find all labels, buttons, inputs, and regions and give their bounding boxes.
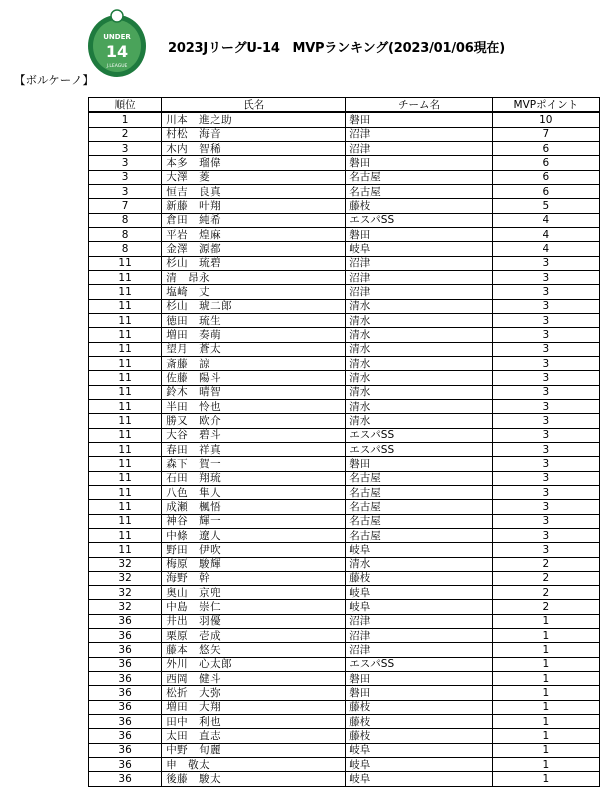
- cell-team: 清水: [346, 385, 492, 399]
- cell-rank: 11: [89, 285, 162, 299]
- cell-rank: 11: [89, 399, 162, 413]
- cell-player-name: 神谷 輝一: [162, 514, 346, 528]
- cell-player-name: 増田 奏萌: [162, 328, 346, 342]
- cell-rank: 36: [89, 715, 162, 729]
- logo-top-text: UNDER: [103, 33, 131, 41]
- cell-points: 3: [492, 371, 599, 385]
- cell-points: 4: [492, 213, 599, 227]
- cell-team: 沼津: [346, 141, 492, 155]
- table-row: [89, 571, 600, 585]
- cell-rank: 36: [89, 614, 162, 628]
- table-row: [89, 528, 600, 542]
- cell-team: 岐阜: [346, 772, 492, 786]
- cell-player-name: 外川 心太郎: [162, 657, 346, 671]
- cell-team: 清水: [346, 557, 492, 571]
- cell-rank: 32: [89, 557, 162, 571]
- page-title: 2023JリーグU-14 MVPランキング(2023/01/06現在): [168, 41, 505, 56]
- cell-team: 岐阜: [346, 543, 492, 557]
- cell-team: 沼津: [346, 270, 492, 284]
- cell-points: 5: [492, 199, 599, 213]
- cell-player-name: 藤本 悠矢: [162, 643, 346, 657]
- table-row: [89, 399, 600, 413]
- cell-team: 沼津: [346, 643, 492, 657]
- mvp-ranking-table: [88, 97, 600, 787]
- cell-player-name: 中條 遼人: [162, 528, 346, 542]
- cell-points: 3: [492, 500, 599, 514]
- cell-rank: 11: [89, 299, 162, 313]
- cell-rank: 3: [89, 141, 162, 155]
- cell-rank: 11: [89, 356, 162, 370]
- table-row: [89, 457, 600, 471]
- cell-team: 藤枝: [346, 571, 492, 585]
- cell-points: 3: [492, 514, 599, 528]
- cell-team: 清水: [346, 414, 492, 428]
- cell-team: 藤枝: [346, 715, 492, 729]
- cell-player-name: 中野 旬麗: [162, 743, 346, 757]
- cell-player-name: 川本 進之助: [162, 112, 346, 127]
- cell-rank: 11: [89, 371, 162, 385]
- cell-team: 岐阜: [346, 586, 492, 600]
- cell-rank: 11: [89, 514, 162, 528]
- cell-team: 名古屋: [346, 514, 492, 528]
- cell-points: 6: [492, 141, 599, 155]
- cell-player-name: 野田 伊吹: [162, 543, 346, 557]
- cell-player-name: 平岩 煌麻: [162, 227, 346, 241]
- cell-team: 名古屋: [346, 471, 492, 485]
- table-row: [89, 414, 600, 428]
- cell-player-name: 海野 幹: [162, 571, 346, 585]
- under-14-logo: [86, 8, 148, 78]
- cell-rank: 32: [89, 571, 162, 585]
- cell-points: 7: [492, 127, 599, 141]
- cell-points: 2: [492, 557, 599, 571]
- cell-player-name: 井出 羽優: [162, 614, 346, 628]
- cell-points: 3: [492, 543, 599, 557]
- cell-rank: 36: [89, 643, 162, 657]
- table-row: [89, 500, 600, 514]
- cell-rank: 3: [89, 170, 162, 184]
- cell-points: 1: [492, 643, 599, 657]
- cell-points: 2: [492, 586, 599, 600]
- cell-rank: 1: [89, 112, 162, 127]
- table-row: [89, 485, 600, 499]
- cell-rank: 3: [89, 184, 162, 198]
- cell-points: 3: [492, 485, 599, 499]
- cell-rank: 8: [89, 242, 162, 256]
- cell-player-name: 半田 怜也: [162, 399, 346, 413]
- cell-rank: 11: [89, 342, 162, 356]
- cell-rank: 11: [89, 500, 162, 514]
- table-row: [89, 227, 600, 241]
- cell-team: 藤枝: [346, 199, 492, 213]
- table-row: [89, 586, 600, 600]
- cell-team: 清水: [346, 328, 492, 342]
- cell-rank: 32: [89, 586, 162, 600]
- cell-team: 沼津: [346, 285, 492, 299]
- logo-ball-icon: [111, 10, 123, 22]
- cell-points: 1: [492, 758, 599, 772]
- cell-points: 1: [492, 772, 599, 786]
- cell-player-name: 斎藤 諒: [162, 356, 346, 370]
- cell-rank: 11: [89, 528, 162, 542]
- table-row: [89, 199, 600, 213]
- cell-player-name: 佐藤 陽斗: [162, 371, 346, 385]
- cell-player-name: 金澤 源都: [162, 242, 346, 256]
- cell-team: 沼津: [346, 256, 492, 270]
- table-row: [89, 629, 600, 643]
- header-rank: 順位: [89, 98, 162, 113]
- cell-team: 沼津: [346, 127, 492, 141]
- cell-rank: 8: [89, 213, 162, 227]
- cell-rank: 36: [89, 700, 162, 714]
- table-row: [89, 256, 600, 270]
- cell-rank: 36: [89, 657, 162, 671]
- cell-points: 3: [492, 471, 599, 485]
- cell-points: 3: [492, 414, 599, 428]
- table-row: [89, 772, 600, 786]
- cell-player-name: 成瀬 楓悟: [162, 500, 346, 514]
- cell-points: 6: [492, 170, 599, 184]
- cell-player-name: 鈴木 晴智: [162, 385, 346, 399]
- cell-player-name: 大澤 菱: [162, 170, 346, 184]
- cell-rank: 7: [89, 199, 162, 213]
- cell-points: 4: [492, 227, 599, 241]
- table-row: [89, 342, 600, 356]
- cell-points: 3: [492, 285, 599, 299]
- cell-player-name: 徳田 琉生: [162, 313, 346, 327]
- cell-team: 磐田: [346, 686, 492, 700]
- cell-points: 1: [492, 657, 599, 671]
- table-row: [89, 313, 600, 327]
- cell-player-name: 倉田 純希: [162, 213, 346, 227]
- cell-rank: 36: [89, 629, 162, 643]
- cell-rank: 11: [89, 428, 162, 442]
- cell-points: 1: [492, 700, 599, 714]
- cell-player-name: 太田 直志: [162, 729, 346, 743]
- cell-player-name: 石田 翔琉: [162, 471, 346, 485]
- table-row: [89, 471, 600, 485]
- cell-rank: 3: [89, 156, 162, 170]
- cell-player-name: 後藤 駿太: [162, 772, 346, 786]
- table-row: [89, 242, 600, 256]
- table-row: [89, 385, 600, 399]
- cell-points: 3: [492, 442, 599, 456]
- table-row: [89, 657, 600, 671]
- cell-rank: 11: [89, 313, 162, 327]
- table-row: [89, 428, 600, 442]
- cell-team: エスパSS: [346, 657, 492, 671]
- cell-rank: 11: [89, 256, 162, 270]
- cell-points: 1: [492, 614, 599, 628]
- cell-player-name: 松折 大弥: [162, 686, 346, 700]
- table-row: [89, 715, 600, 729]
- cell-team: 名古屋: [346, 170, 492, 184]
- cell-rank: 11: [89, 471, 162, 485]
- cell-team: 清水: [346, 356, 492, 370]
- header-team: チーム名: [346, 98, 492, 113]
- cell-rank: 11: [89, 270, 162, 284]
- table-row: [89, 184, 600, 198]
- cell-player-name: 申 敬太: [162, 758, 346, 772]
- cell-rank: 36: [89, 743, 162, 757]
- cell-points: 4: [492, 242, 599, 256]
- cell-player-name: 望月 蒼太: [162, 342, 346, 356]
- cell-player-name: 村松 海音: [162, 127, 346, 141]
- cell-team: 清水: [346, 342, 492, 356]
- table-row: [89, 285, 600, 299]
- table-row: [89, 700, 600, 714]
- cell-player-name: 中島 崇仁: [162, 600, 346, 614]
- cell-player-name: 八色 隼人: [162, 485, 346, 499]
- cell-player-name: 木内 智稀: [162, 141, 346, 155]
- cell-team: 藤枝: [346, 729, 492, 743]
- table-header-row: [89, 98, 600, 113]
- cell-player-name: 大谷 碧斗: [162, 428, 346, 442]
- cell-rank: 11: [89, 485, 162, 499]
- cell-points: 3: [492, 328, 599, 342]
- cell-team: 磐田: [346, 112, 492, 127]
- cell-player-name: 西岡 健斗: [162, 672, 346, 686]
- header-points: MVPポイント: [492, 98, 599, 113]
- logo-number: 14: [105, 42, 129, 61]
- cell-points: 6: [492, 156, 599, 170]
- cell-rank: 11: [89, 457, 162, 471]
- cell-team: 磐田: [346, 156, 492, 170]
- cell-points: 1: [492, 715, 599, 729]
- cell-points: 6: [492, 184, 599, 198]
- cell-player-name: 勝又 欧介: [162, 414, 346, 428]
- cell-player-name: 本多 瑠偉: [162, 156, 346, 170]
- cell-player-name: 春田 祥真: [162, 442, 346, 456]
- cell-points: 1: [492, 686, 599, 700]
- table-row: [89, 729, 600, 743]
- cell-points: 3: [492, 342, 599, 356]
- cell-points: 1: [492, 672, 599, 686]
- cell-points: 10: [492, 112, 599, 127]
- cell-team: 岐阜: [346, 743, 492, 757]
- cell-player-name: 杉山 琥二郎: [162, 299, 346, 313]
- cell-player-name: 清 昂永: [162, 270, 346, 284]
- cell-team: 沼津: [346, 629, 492, 643]
- table-row: [89, 600, 600, 614]
- cell-team: 磐田: [346, 227, 492, 241]
- cell-rank: 11: [89, 385, 162, 399]
- cell-player-name: 栗原 壱成: [162, 629, 346, 643]
- table-row: [89, 743, 600, 757]
- cell-team: 藤枝: [346, 700, 492, 714]
- cell-team: 岐阜: [346, 600, 492, 614]
- table-row: [89, 299, 600, 313]
- cell-points: 3: [492, 428, 599, 442]
- table-row: [89, 328, 600, 342]
- cell-points: 3: [492, 399, 599, 413]
- cell-points: 3: [492, 457, 599, 471]
- cell-player-name: 杉山 琉碧: [162, 256, 346, 270]
- cell-team: 清水: [346, 371, 492, 385]
- table-row: [89, 127, 600, 141]
- table-row: [89, 170, 600, 184]
- table-row: [89, 141, 600, 155]
- table-row: [89, 686, 600, 700]
- cell-team: 名古屋: [346, 184, 492, 198]
- table-row: [89, 614, 600, 628]
- cell-rank: 11: [89, 543, 162, 557]
- cell-team: 名古屋: [346, 485, 492, 499]
- cell-rank: 11: [89, 414, 162, 428]
- cell-rank: 11: [89, 442, 162, 456]
- cell-player-name: 田中 利也: [162, 715, 346, 729]
- cell-team: 清水: [346, 399, 492, 413]
- cell-team: 清水: [346, 299, 492, 313]
- cell-player-name: 増田 大翔: [162, 700, 346, 714]
- cell-points: 3: [492, 256, 599, 270]
- logo-bottom-text: J.LEAGUE: [106, 64, 128, 69]
- cell-points: 3: [492, 528, 599, 542]
- cell-rank: 36: [89, 672, 162, 686]
- cell-team: 名古屋: [346, 528, 492, 542]
- team-label: 【ボルケーノ】: [14, 73, 95, 87]
- cell-team: 名古屋: [346, 500, 492, 514]
- table-row: [89, 514, 600, 528]
- cell-rank: 8: [89, 227, 162, 241]
- cell-team: 磐田: [346, 457, 492, 471]
- cell-points: 1: [492, 729, 599, 743]
- cell-rank: 2: [89, 127, 162, 141]
- table-row: [89, 758, 600, 772]
- table-row: [89, 356, 600, 370]
- cell-points: 3: [492, 356, 599, 370]
- cell-points: 1: [492, 629, 599, 643]
- table-body: [89, 112, 600, 786]
- cell-points: 1: [492, 743, 599, 757]
- cell-rank: 32: [89, 600, 162, 614]
- cell-team: エスパSS: [346, 428, 492, 442]
- cell-player-name: 新藤 叶翔: [162, 199, 346, 213]
- table-row: [89, 156, 600, 170]
- cell-team: 沼津: [346, 614, 492, 628]
- table-row: [89, 112, 600, 127]
- cell-rank: 36: [89, 686, 162, 700]
- table-row: [89, 557, 600, 571]
- cell-team: エスパSS: [346, 442, 492, 456]
- table-row: [89, 213, 600, 227]
- cell-points: 3: [492, 385, 599, 399]
- cell-points: 2: [492, 600, 599, 614]
- cell-team: 清水: [346, 313, 492, 327]
- cell-rank: 36: [89, 758, 162, 772]
- table-row: [89, 371, 600, 385]
- cell-player-name: 森下 賀一: [162, 457, 346, 471]
- cell-player-name: 奥山 京兜: [162, 586, 346, 600]
- cell-team: 磐田: [346, 672, 492, 686]
- cell-points: 3: [492, 313, 599, 327]
- cell-team: 岐阜: [346, 242, 492, 256]
- cell-player-name: 恒吉 良真: [162, 184, 346, 198]
- cell-rank: 36: [89, 729, 162, 743]
- cell-team: 岐阜: [346, 758, 492, 772]
- cell-team: エスパSS: [346, 213, 492, 227]
- cell-player-name: 梅原 駿輝: [162, 557, 346, 571]
- cell-points: 3: [492, 270, 599, 284]
- table-row: [89, 672, 600, 686]
- header-name: 氏名: [162, 98, 346, 113]
- table-row: [89, 270, 600, 284]
- table-row: [89, 543, 600, 557]
- cell-rank: 11: [89, 328, 162, 342]
- cell-points: 3: [492, 299, 599, 313]
- table-row: [89, 643, 600, 657]
- cell-player-name: 塩崎 丈: [162, 285, 346, 299]
- cell-rank: 36: [89, 772, 162, 786]
- cell-points: 2: [492, 571, 599, 585]
- table-row: [89, 442, 600, 456]
